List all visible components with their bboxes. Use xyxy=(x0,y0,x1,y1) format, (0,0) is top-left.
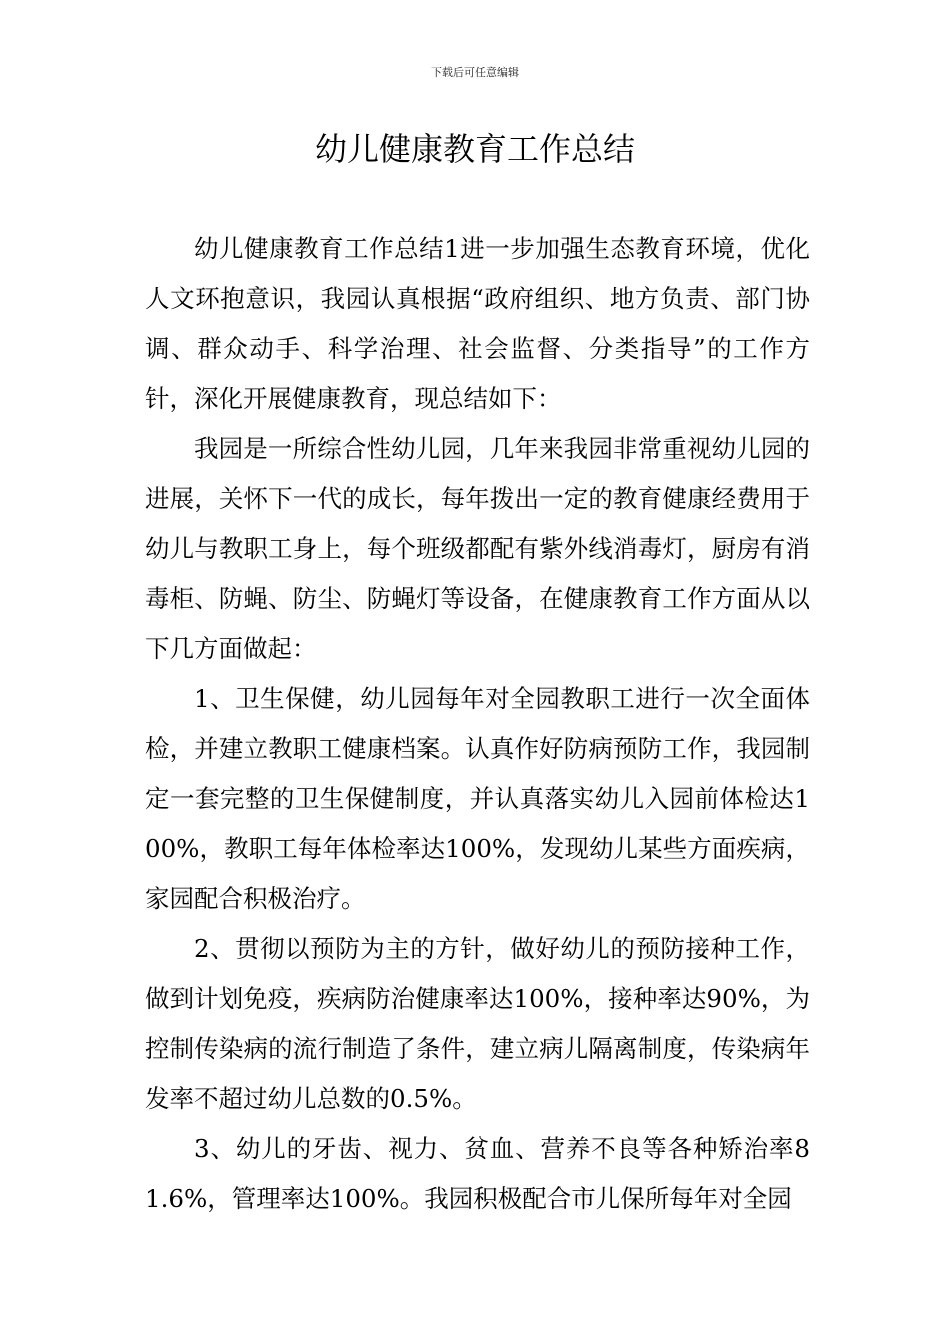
paragraph-intro: 幼儿健康教育工作总结1进一步加强生态教育环境，优化人文环抱意识，我园认真根据“政府组织、地方负责、部门协调、群众动手、科学治理、社会监督、分类指导”的工作方针，深化开展健康教育，现总结如下： xyxy=(145,234,810,413)
document-body xyxy=(145,224,810,1224)
paragraph-overview: 我园是一所综合性幼儿园，几年来我园非常重视幼儿园的进展，关怀下一代的成长，每年拨出一定的教育健康经费用于幼儿与教职工身上，每个班级都配有紫外线消毒灯，厨房有消毒柜、防蝇、防尘、防蝇灯等设备，在健康教育工作方面从以下几方面做起： xyxy=(145,434,810,663)
document-title: 幼儿健康教育工作总结 xyxy=(314,130,635,168)
page-header-note: 下载后可任意编辑 xyxy=(431,66,519,79)
paragraph-item-2: 2、贯彻以预防为主的方针，做好幼儿的预防接种工作，做到计划免疫，疾病防治健康率达100%，接种率达90%，为控制传染病的流行制造了条件，建立病儿隔离制度，传染病年发率不超过幼儿总数的0.5%。 xyxy=(145,934,810,1113)
paragraph-item-1: 1、卫生保健，幼儿园每年对全园教职工进行一次全面体检，并建立教职工健康档案。认真作好防病预防工作，我园制定一套完整的卫生保健制度，并认真落实幼儿入园前体检达100%，教职工每年体检率达100%，发现幼儿某些方面疾病，家园配合积极治疗。 xyxy=(145,684,810,913)
paragraph-item-3: 3、幼儿的牙齿、视力、贫血、营养不良等各种矫治率81.6%，管理率达100%。我园积极配合市儿保所每年对全园 xyxy=(145,1134,810,1213)
